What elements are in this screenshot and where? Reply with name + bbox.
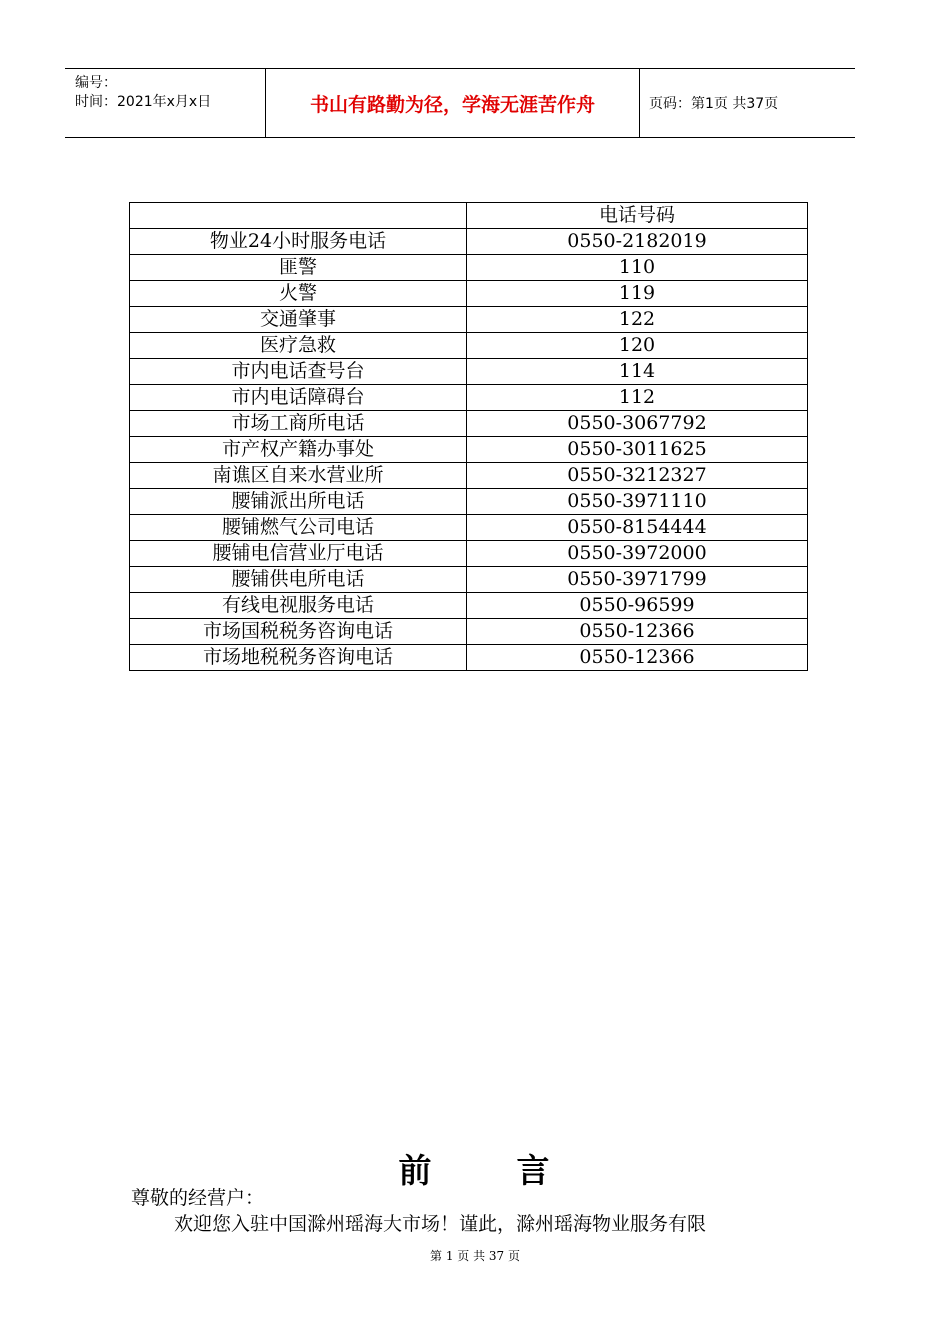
- header-meta-cell: [65, 69, 266, 137]
- service-name-cell: 腰铺供电所电话: [130, 567, 467, 593]
- page-footer: 第 1 页 共 37 页: [430, 1249, 520, 1263]
- preface-title-char: 言: [516, 1151, 552, 1190]
- service-name-cell: 腰铺电信营业厅电话: [130, 541, 467, 567]
- phone-number-cell: 112: [467, 385, 808, 411]
- preface-title-char: 前: [398, 1151, 434, 1190]
- service-name-cell: 市场国税税务咨询电话: [130, 619, 467, 645]
- preface-body: 欢迎您入驻中国滁州瑶海大市场！谨此，滁州瑶海物业服务有限: [174, 1213, 707, 1235]
- phone-number-cell: 0550-12366: [467, 645, 808, 671]
- phone-number-cell: 120: [467, 333, 808, 359]
- table-row: [130, 437, 808, 463]
- preface-greeting: 尊敬的经营户：: [131, 1187, 265, 1209]
- service-name-cell: 市场地税税务咨询电话: [130, 645, 467, 671]
- phone-number-cell: 0550-12366: [467, 619, 808, 645]
- phone-number-cell: 0550-3067792: [467, 411, 808, 437]
- table-header-row: [130, 203, 808, 229]
- service-name-cell: 市内电话障碍台: [130, 385, 467, 411]
- table-row: [130, 593, 808, 619]
- service-name-cell: 火警: [130, 281, 467, 307]
- header-page-cell: [640, 69, 855, 137]
- phone-number-cell: 110: [467, 255, 808, 281]
- service-name-cell: 市场工商所电话: [130, 411, 467, 437]
- table-row: [130, 645, 808, 671]
- document-time-label: 时间：2021年x月x日: [75, 94, 212, 110]
- table-row: [130, 541, 808, 567]
- table-row: [130, 385, 808, 411]
- phone-number-cell: 114: [467, 359, 808, 385]
- phone-number-cell: 0550-96599: [467, 593, 808, 619]
- page-header: [65, 68, 855, 138]
- table-row: [130, 619, 808, 645]
- phone-number-cell: 0550-3011625: [467, 437, 808, 463]
- table-row: [130, 515, 808, 541]
- service-name-cell: 腰铺派出所电话: [130, 489, 467, 515]
- phone-number-cell: 0550-3971110: [467, 489, 808, 515]
- phone-number-cell: 0550-3971799: [467, 567, 808, 593]
- phone-number-cell: 0550-8154444: [467, 515, 808, 541]
- service-name-cell: 市内电话查号台: [130, 359, 467, 385]
- phone-number-cell: 122: [467, 307, 808, 333]
- service-name-cell: 腰铺燃气公司电话: [130, 515, 467, 541]
- service-name-cell: 医疗急救: [130, 333, 467, 359]
- header-motto-cell: [266, 69, 640, 137]
- table-row: [130, 411, 808, 437]
- table-row: [130, 463, 808, 489]
- phone-number-cell: 119: [467, 281, 808, 307]
- table-header-cell: [130, 203, 467, 229]
- table-row: [130, 229, 808, 255]
- table-row: [130, 359, 808, 385]
- document-number-label: 编号：: [75, 75, 117, 91]
- table-row: [130, 255, 808, 281]
- header-page-info: 页码：第1页 共37页: [649, 96, 779, 112]
- table-header-cell: 电话号码: [467, 203, 808, 229]
- service-name-cell: 南谯区自来水营业所: [130, 463, 467, 489]
- table-row: [130, 333, 808, 359]
- service-name-cell: 物业24小时服务电话: [130, 229, 467, 255]
- service-name-cell: 匪警: [130, 255, 467, 281]
- table-row: [130, 567, 808, 593]
- table-row: [130, 307, 808, 333]
- phone-number-cell: 0550-3972000: [467, 541, 808, 567]
- table-row: [130, 281, 808, 307]
- service-name-cell: 市产权产籍办事处: [130, 437, 467, 463]
- phone-directory-table: [129, 202, 808, 671]
- phone-number-cell: 0550-3212327: [467, 463, 808, 489]
- table-row: [130, 489, 808, 515]
- phone-number-cell: 0550-2182019: [467, 229, 808, 255]
- header-motto: 书山有路勤为径，学海无涯苦作舟: [309, 93, 595, 116]
- service-name-cell: 交通肇事: [130, 307, 467, 333]
- service-name-cell: 有线电视服务电话: [130, 593, 467, 619]
